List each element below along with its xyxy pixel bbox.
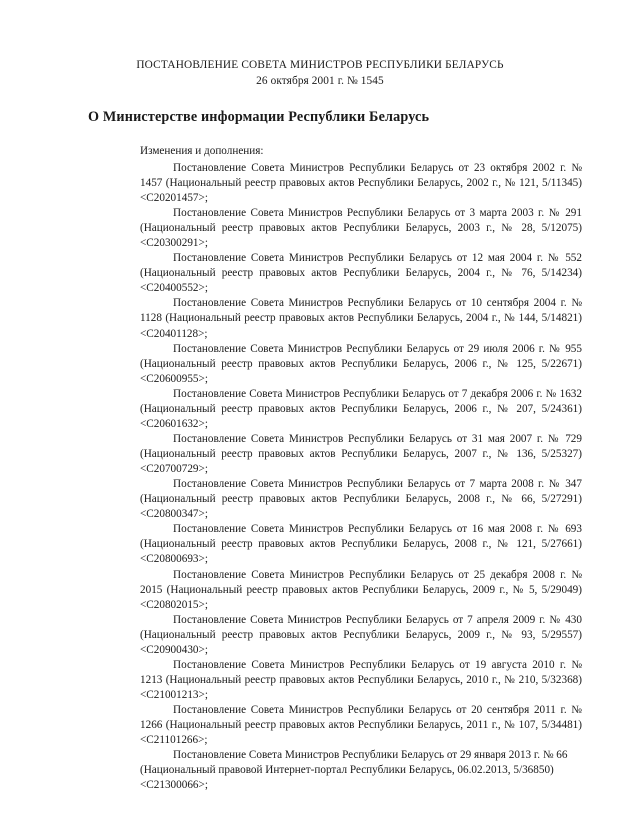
amendment-entry: Постановление Совета Министров Республики Беларусь от 12 мая 2004 г. № 552 (Национальный реестр правовых актов Республики Беларусь, 2004 г., № 76, 5/14234) <C20400552>; xyxy=(140,252,582,295)
amendment-entry: Постановление Совета Министров Республики Беларусь от 29 января 2013 г. № 66 (Национальный правовой Интернет-портал Республики Беларусь, 06.02.2013, 5/36850) <C21300066>; xyxy=(140,749,568,792)
amendment-entry: Постановление Совета Министров Республики Беларусь от 7 декабря 2006 г. № 1632 (Национальный реестр правовых актов Республики Беларусь, 2006 г., № 207, 5/24361) <C20601632>; xyxy=(140,387,582,430)
amendments-label: Изменения и дополнения: xyxy=(140,145,264,158)
amendment-entry: Постановление Совета Министров Республики Беларусь от 19 августа 2010 г. № 1213 (Национальный реестр правовых актов Республики Беларусь, 2010 г., № 210, 5/32368) <C21001213>; xyxy=(140,658,582,702)
amendment-entry: Постановление Совета Министров Республики Беларусь от 7 апреля 2009 г. № 430 (Национальный реестр правовых актов Республики Беларусь, 2009 г., № 93, 5/29557) <C20900430>; xyxy=(140,613,582,656)
document-header-line-2: 26 октября 2001 г. № 1545 xyxy=(256,74,384,87)
amendment-entry: Постановление Совета Министров Республики Беларусь от 7 марта 2008 г. № 347 (Национальный реестр правовых актов Республики Беларусь, 2008 г., № 66, 5/27291) <C20800347>; xyxy=(140,478,582,521)
amendment-entry: Постановление Совета Министров Республики Беларусь от 16 мая 2008 г. № 693 (Национальный реестр правовых актов Республики Беларусь, 2008 г., № 121, 5/27661) <C20800693>; xyxy=(140,523,582,566)
document-header-line-1: ПОСТАНОВЛЕНИЕ СОВЕТА МИНИСТРОВ РЕСПУБЛИКИ БЕЛАРУСЬ xyxy=(136,59,504,71)
amendments-list xyxy=(58,161,582,794)
amendment-entry: Постановление Совета Министров Республики Беларусь от 23 октября 2002 г. № 1457 (Национальный реестр правовых актов Республики Беларусь, 2002 г., № 121, 5/11345) <C20201457>; xyxy=(140,161,582,204)
amendment-entry: Постановление Совета Министров Республики Беларусь от 31 мая 2007 г. № 729 (Национальный реестр правовых актов Республики Беларусь, 2007 г., № 136, 5/25327) <C20700729>; xyxy=(140,432,582,476)
amendment-entry: Постановление Совета Министров Республики Беларусь от 20 сентября 2011 г. № 1266 (Национальный реестр правовых актов Республики Беларусь, 2011 г., № 107, 5/34481) <C21101266>; xyxy=(140,704,582,747)
amendment-entry: Постановление Совета Министров Республики Беларусь от 29 июля 2006 г. № 955 (Национальный реестр правовых актов Республики Беларусь, 2006 г., № 125, 5/22671) <C20600955>; xyxy=(140,342,582,385)
page-title: О Министерстве информации Республики Беларусь xyxy=(88,108,430,125)
amendment-entry: Постановление Совета Министров Республики Беларусь от 25 декабря 2008 г. № 2015 (Национальный реестр правовых актов Республики Беларусь, 2009 г., № 5, 5/29049) <C20802015>; xyxy=(140,568,582,611)
amendment-entry: Постановление Совета Министров Республики Беларусь от 3 марта 2003 г. № 291 (Национальный реестр правовых актов Республики Беларусь, 2003 г., № 28, 5/12075) <C20300291>; xyxy=(140,207,582,250)
amendment-entry: Постановление Совета Министров Республики Беларусь от 10 сентября 2004 г. № 1128 (Национальный реестр правовых актов Республики Беларусь, 2004 г., № 144, 5/14821) <C20401128>; xyxy=(140,297,582,340)
